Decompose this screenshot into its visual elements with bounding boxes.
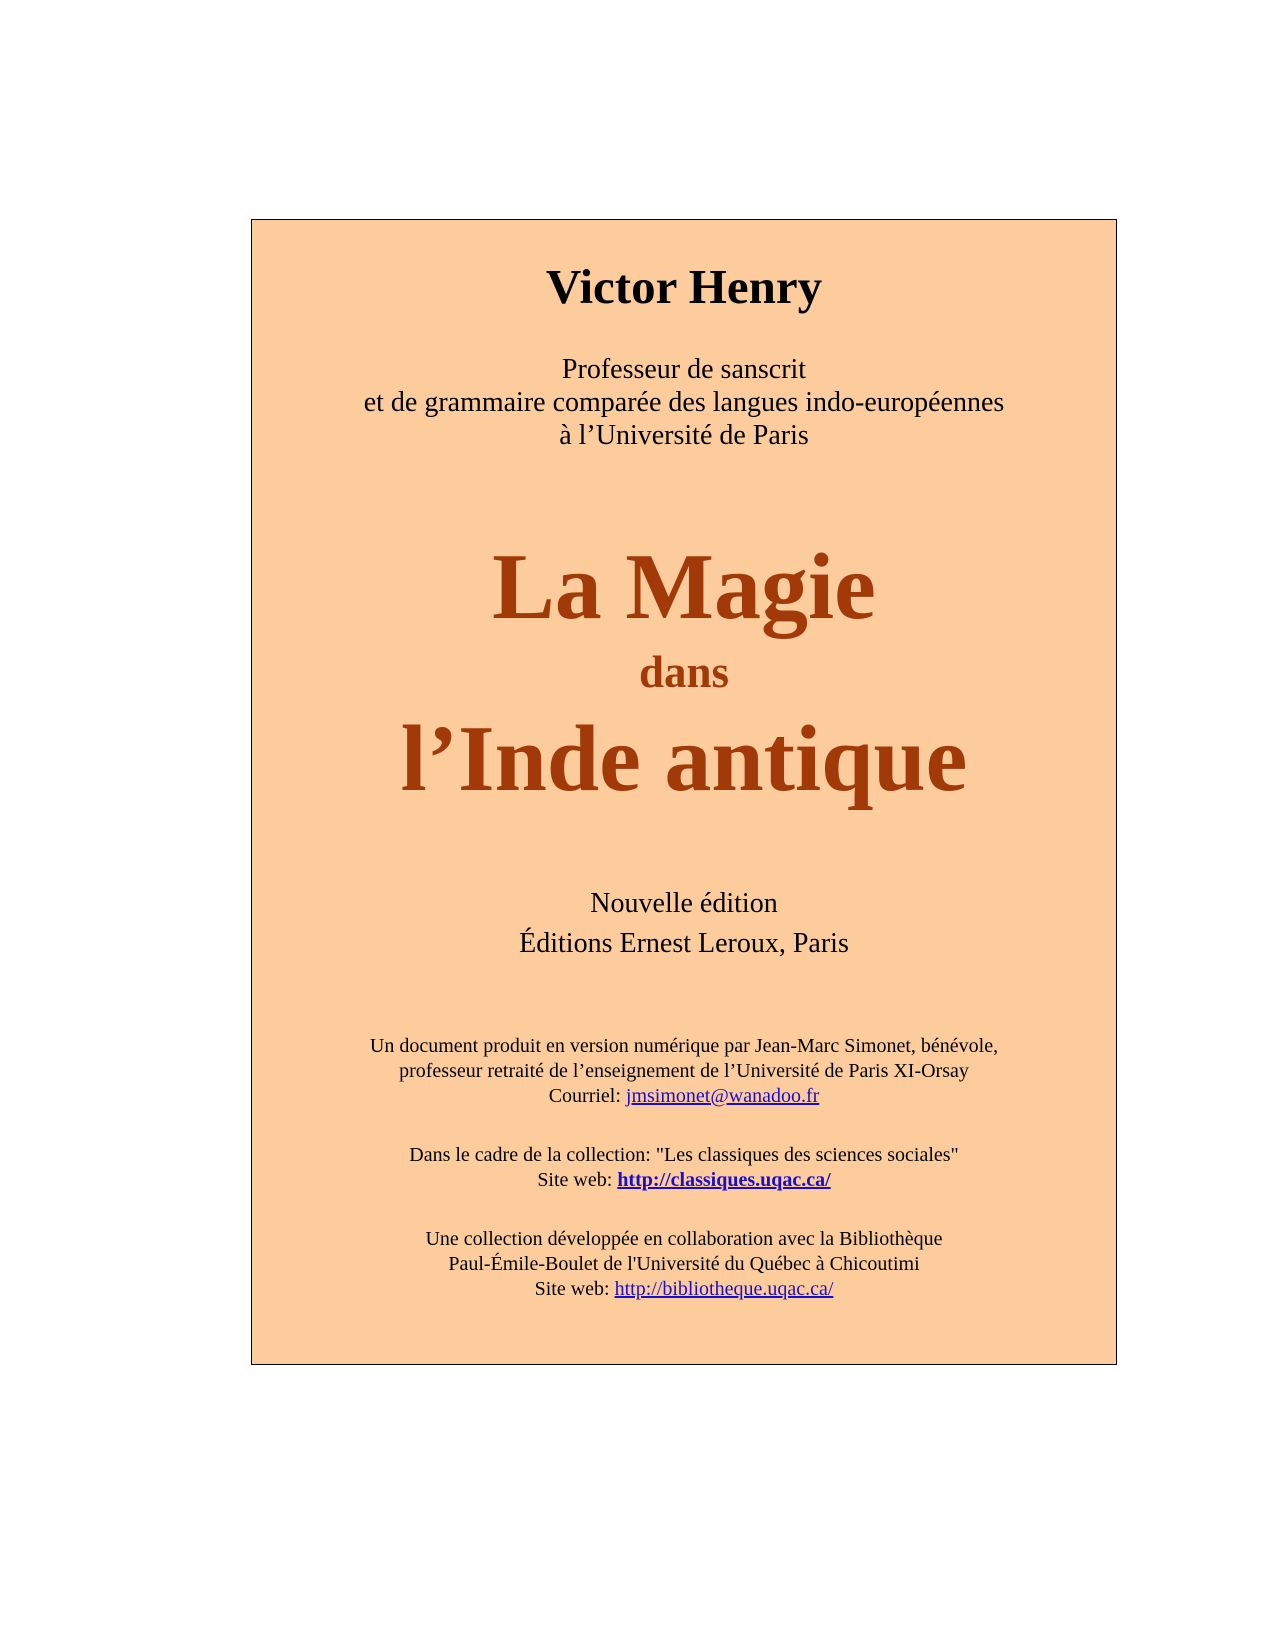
publisher-line: Éditions Ernest Leroux, Paris [519, 928, 849, 959]
book-title-line-3: l’Inde antique [400, 707, 968, 811]
author-role-line-1: Professeur de sanscrit [561, 354, 807, 385]
author-name: Victor Henry [545, 259, 823, 314]
book-title-line-2: dans [638, 647, 730, 697]
email-line [252, 1086, 1116, 1106]
author-role-line-2: et de grammaire comparée des langues indo-européennes [363, 387, 1005, 418]
book-title-line-1: La Magie [492, 535, 876, 639]
email-label: Courriel: [548, 1085, 626, 1107]
library-site-line [252, 1279, 1116, 1299]
producer-line-1: Un document produit en version numérique par Jean-Marc Simonet, bénévole, [369, 1035, 999, 1057]
collection-line: Dans le cadre de la collection: "Les classiques des sciences sociales" [409, 1144, 959, 1166]
cover-panel [251, 219, 1117, 1365]
email-link[interactable]: jmsimonet@wanadoo.fr [625, 1085, 820, 1107]
library-site-link[interactable]: http://bibliotheque.uqac.ca/ [614, 1278, 834, 1300]
collection-site-label: Site web: [537, 1169, 618, 1191]
edition-line: Nouvelle édition [590, 888, 778, 919]
author-role-line-3: à l’Université de Paris [559, 420, 809, 451]
collection-site-line [252, 1170, 1116, 1190]
library-line-2: Paul-Émile-Boulet de l'Université du Québec à Chicoutimi [448, 1253, 920, 1275]
library-site-label: Site web: [534, 1278, 615, 1300]
library-line-1: Une collection développée en collaboration avec la Bibliothèque [425, 1228, 943, 1250]
producer-line-2: professeur retraité de l’enseignement de l’Université de Paris XI-Orsay [399, 1060, 969, 1082]
collection-site-link[interactable]: http://classiques.uqac.ca/ [617, 1169, 831, 1191]
